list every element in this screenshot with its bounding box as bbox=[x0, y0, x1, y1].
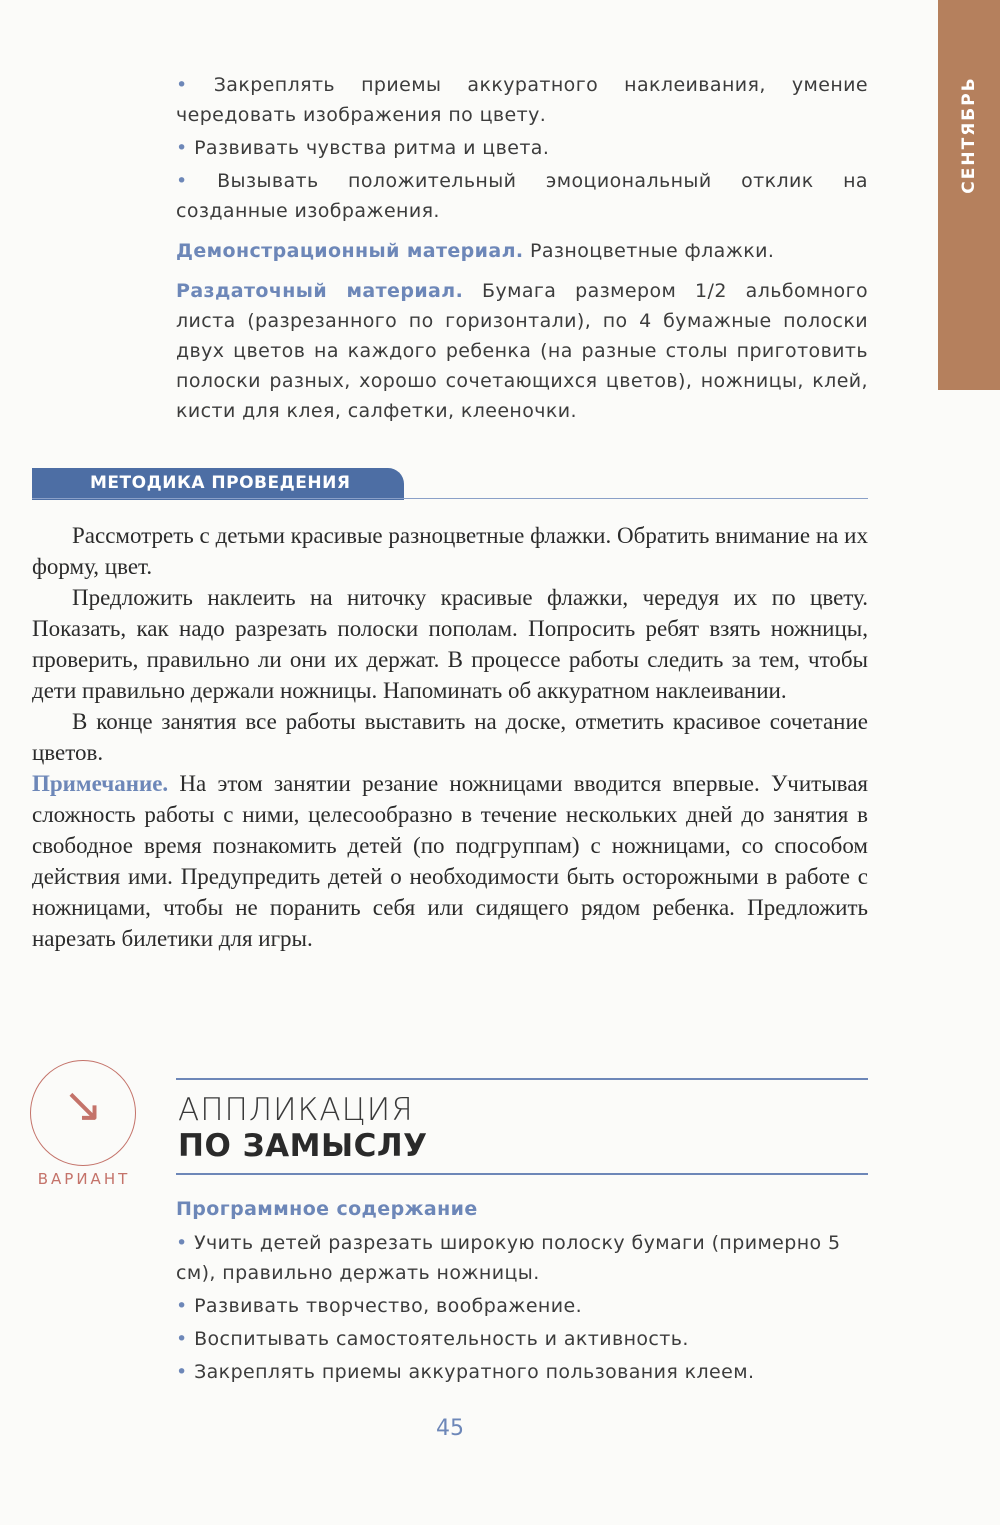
arrow-down-right-icon: ↘ bbox=[62, 1077, 104, 1133]
demo-text: Разноцветные флажки. bbox=[523, 240, 775, 262]
bullet-icon: • bbox=[176, 1295, 188, 1317]
program-text: Развивать творчество, воображение. bbox=[194, 1295, 583, 1317]
bullet-icon: • bbox=[176, 74, 188, 96]
bullet-icon: • bbox=[176, 1361, 188, 1383]
demo-material bbox=[176, 236, 868, 266]
method-paragraph: В конце занятия все работы выставить на доске, отметить красивое сочетание цветов. bbox=[32, 709, 868, 765]
method-heading-bar bbox=[32, 468, 404, 500]
variant-circle bbox=[30, 1060, 136, 1166]
divider bbox=[176, 1173, 868, 1175]
demo-label: Демонстрационный материал. bbox=[176, 240, 524, 262]
method-paragraph: Рассмотреть с детьми красивые разноцветные флажки. Обратить внимание на их форму, цвет. bbox=[32, 523, 868, 579]
handout-text: Бумага размером 1/2 альбомного листа (разрезанного по горизонтали), по 4 бумажные полоски двух цветов на каждого ребенка (на разные столы приготовить полоски разных, хорошо сочетающихся цветов), ножницы, клей, кисти для клея, салфетки, клееночки. bbox=[176, 280, 868, 422]
method-paragraph: Предложить наклеить на ниточку красивые флажки, чередуя их по цвету. Показать, как надо разрезать полоски пополам. Попросить ребят взять ножницы, проверить, правильно ли они их держат. В процессе работы следить за тем, чтобы дети правильно держали ножницы. Напоминать об аккуратном наклеивании. bbox=[32, 585, 868, 703]
method-heading: МЕТОДИКА ПРОВЕДЕНИЯ bbox=[90, 473, 351, 493]
bullet-icon: • bbox=[176, 1232, 188, 1254]
note-label: Примечание. bbox=[32, 771, 169, 796]
goals-block bbox=[176, 70, 868, 429]
goal-text: Закреплять приемы аккуратного наклеивания, умение чередовать изображения по цвету. bbox=[176, 74, 868, 126]
program-text: Закреплять приемы аккуратного пользования клеем. bbox=[194, 1361, 755, 1383]
program-item bbox=[176, 1291, 868, 1321]
page-number: 45 bbox=[436, 1416, 464, 1441]
divider bbox=[176, 1078, 868, 1080]
goal-item bbox=[176, 70, 868, 130]
note-paragraph bbox=[32, 768, 868, 954]
bullet-icon: • bbox=[176, 1328, 188, 1350]
bullet-icon: • bbox=[176, 170, 188, 192]
program-item bbox=[176, 1324, 868, 1354]
program-item bbox=[176, 1228, 868, 1288]
program-item bbox=[176, 1357, 868, 1387]
program-heading: Программное содержание bbox=[176, 1198, 478, 1220]
program-text: Учить детей разрезать широкую полоску бумаги (примерно 5 см), правильно держать ножницы. bbox=[176, 1232, 841, 1284]
goal-item bbox=[176, 133, 868, 163]
handout-label: Раздаточный материал. bbox=[176, 280, 464, 302]
note-text: На этом занятии резание ножницами вводится впервые. Учитывая сложность работы с ними, целесообразно в течение нескольких дней до занятия в свободное время познакомить детей (по подгруппам) с ножницами, со способом действия ими. Предупредить детей о необходимости быть осторожными в работе с ножницами, чтобы не поранить себя или сидящего рядом ребенка. Предложить нарезать билетики для игры. bbox=[32, 771, 868, 951]
program-block bbox=[176, 1194, 868, 1390]
method-text bbox=[32, 520, 868, 954]
divider bbox=[32, 498, 868, 499]
goal-text: Развивать чувства ритма и цвета. bbox=[194, 137, 550, 159]
goal-text: Вызывать положительный эмоциональный отклик на созданные изображения. bbox=[176, 170, 868, 222]
variant-label: ВАРИАНТ bbox=[37, 1170, 131, 1188]
section-title-line1: АППЛИКАЦИЯ bbox=[178, 1092, 414, 1128]
handout-material bbox=[176, 276, 868, 426]
goal-item bbox=[176, 166, 868, 226]
month-tab bbox=[938, 0, 1000, 390]
section-title-line2: ПО ЗАМЫСЛУ bbox=[178, 1128, 428, 1164]
month-tab-label: СЕНТЯБРЬ bbox=[959, 76, 979, 194]
program-text: Воспитывать самостоятельность и активность. bbox=[194, 1328, 689, 1350]
bullet-icon: • bbox=[176, 137, 188, 159]
